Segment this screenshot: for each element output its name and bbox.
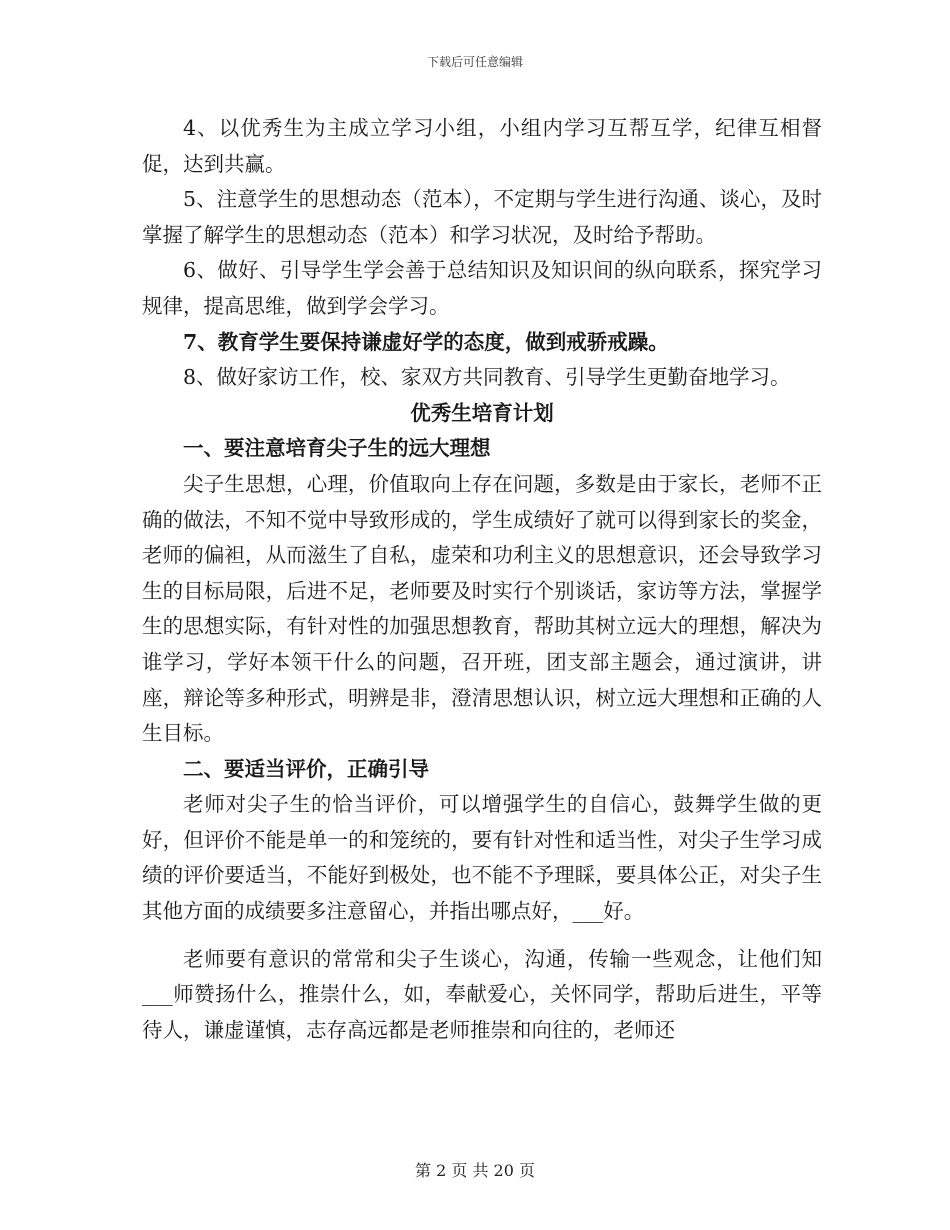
heading-1: 一、要注意培育尖子生的远大理想: [183, 436, 491, 461]
page-footer-number: 第 2 页 共 20 页: [415, 1161, 535, 1180]
heading-2: 二、要适当评价，正确引导: [183, 756, 429, 781]
body-paragraph-3: 老师要有意识的常常和尖子生谈心，沟通，传输一些观念，让他们知___师赞扬什么，推崇什么，如，奉献爱心，关怀同学，帮助后进生，平等待人，谦虚谨慎，志存高远都是老师推崇和向往的，老师还: [142, 946, 822, 1042]
section-title: 优秀生培育计划: [410, 400, 554, 425]
body-paragraph-1: 尖子生思想，心理，价值取向上存在问题，多数是由于家长，老师不正确的做法，不知不觉中导致形成的，学生成绩好了就可以得到家长的奖金，老师的偏袒，从而滋生了自私，虚荣和功利主义的思想意识，还会导致学习生的目标局限，后进不足，老师要及时实行个别谈话，家访等方法，掌握学生的思想实际，有针对性的加强思想教育，帮助其树立远大的理想，解决为谁学习，学好本领干什么的问题，召开班，团支部主题会，通过演讲，讲座，辩论等多种形式，明辨是非，澄清思想认识，树立远大理想和正确的人生目标。: [142, 471, 822, 746]
paragraph-item-6: 6、做好、引导学生学会善于总结知识及知识间的纵向联系，探究学习规律，提高思维，做到学会学习。: [142, 258, 822, 318]
paragraph-item-7: 7、教育学生要保持谦虚好学的态度，做到戒骄戒躁。: [183, 329, 669, 354]
page-header-note: 下载后可任意编辑: [426, 55, 523, 69]
paragraph-item-8: 8、做好家访工作，校、家双方共同教育、引导学生更勤奋地学习。: [183, 365, 791, 390]
paragraph-item-5: 5、注意学生的思想动态（范本），不定期与学生进行沟通、谈心，及时掌握了解学生的思想动态（范本）和学习状况，及时给予帮助。: [142, 187, 822, 247]
paragraph-item-4: 4、以优秀生为主成立学习小组，小组内学习互帮互学，纪律互相督促，达到共赢。: [142, 116, 822, 176]
document-body: [142, 111, 822, 1048]
body-paragraph-2: 老师对尖子生的恰当评价，可以增强学生的自信心，鼓舞学生做的更好，但评价不能是单一的和笼统的，要有针对性和适当性，对尖子生学习成绩的评价要适当，不能好到极处，也不能不予理睬，要具体公正，对尖子生其他方面的成绩要多注意留心，并指出哪点好，___好。: [142, 792, 822, 924]
